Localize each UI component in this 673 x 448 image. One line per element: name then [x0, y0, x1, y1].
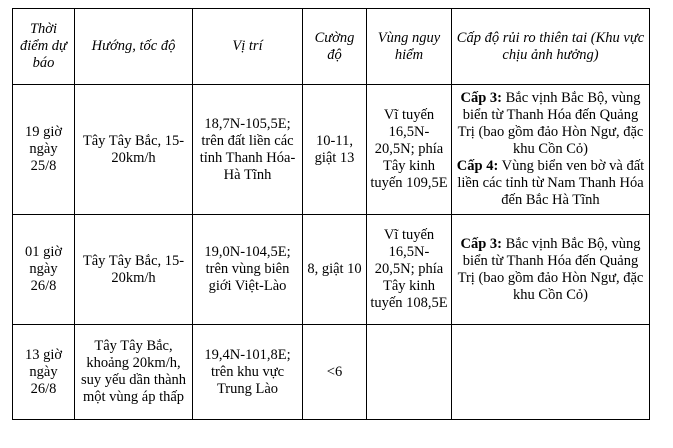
cell-position: 19,4N-101,8E; trên khu vực Trung Lào: [193, 325, 303, 420]
cell-position: 19,0N-104,5E; trên vùng biên giới Việt-Lào: [193, 215, 303, 325]
cell-danger-zone: Vĩ tuyến 16,5N-20,5N; phía Tây kinh tuyến 109,5E: [367, 85, 452, 215]
risk-entry: [455, 236, 646, 304]
header-position: Vị trí: [193, 9, 303, 85]
cell-intensity: <6: [303, 325, 367, 420]
cell-intensity: 10-11, giật 13: [303, 85, 367, 215]
cell-risk-level: [452, 325, 650, 420]
cell-direction-speed: Tây Tây Bắc, 15- 20km/h: [75, 215, 193, 325]
forecast-table: [12, 8, 650, 420]
risk-entry: [455, 158, 646, 209]
cell-intensity: 8, giật 10: [303, 215, 367, 325]
risk-area-text: Bắc vịnh Bắc Bộ, vùng biển từ Thanh Hóa đến Quảng Trị (bao gồm đảo Hòn Ngư, đặc khu Cồn Cỏ): [457, 235, 644, 303]
cell-direction-speed: Tây Tây Bắc, 15- 20km/h: [75, 85, 193, 215]
cell-risk-level: [452, 215, 650, 325]
table-row: [13, 85, 650, 215]
cell-time: 01 giờ ngày 26/8: [13, 215, 75, 325]
cell-position: 18,7N-105,5E; trên đất liền các tỉnh Thanh Hóa-Hà Tĩnh: [193, 85, 303, 215]
cell-risk-level: [452, 85, 650, 215]
table-header-row: [13, 9, 650, 85]
header-time: Thời điểm dự báo: [13, 9, 75, 85]
risk-area-text: Bắc vịnh Bắc Bộ, vùng biển từ Thanh Hóa đến Quảng Trị (bao gồm đảo Hòn Ngư, đặc khu Cồn Cỏ): [457, 90, 644, 157]
cell-danger-zone: [367, 325, 452, 420]
cell-danger-zone: Vĩ tuyến 16,5N-20,5N; phía Tây kinh tuyến 108,5E: [367, 215, 452, 325]
cell-time: 19 giờ ngày 25/8: [13, 85, 75, 215]
table-row: [13, 325, 650, 420]
table-row: [13, 215, 650, 325]
risk-level-label: Cấp 3:: [460, 235, 502, 252]
risk-level-label: Cấp 3:: [460, 90, 502, 106]
header-danger-zone: Vùng nguy hiểm: [367, 9, 452, 85]
risk-area-text: Vùng biển ven bờ và đất liền các tỉnh từ Nam Thanh Hóa đến Bắc Hà Tĩnh: [457, 158, 645, 208]
header-intensity: Cường độ: [303, 9, 367, 85]
cell-time: 13 giờ ngày 26/8: [13, 325, 75, 420]
cell-direction-speed: Tây Tây Bắc, khoảng 20km/h, suy yếu dần thành một vùng áp thấp: [75, 325, 193, 420]
risk-level-label: Cấp 4:: [456, 158, 499, 174]
header-risk-level: Cấp độ rủi ro thiên tai (Khu vực chịu ảnh hưởng): [452, 9, 650, 85]
risk-entry: [455, 90, 646, 158]
header-direction-speed: Hướng, tốc độ: [75, 9, 193, 85]
